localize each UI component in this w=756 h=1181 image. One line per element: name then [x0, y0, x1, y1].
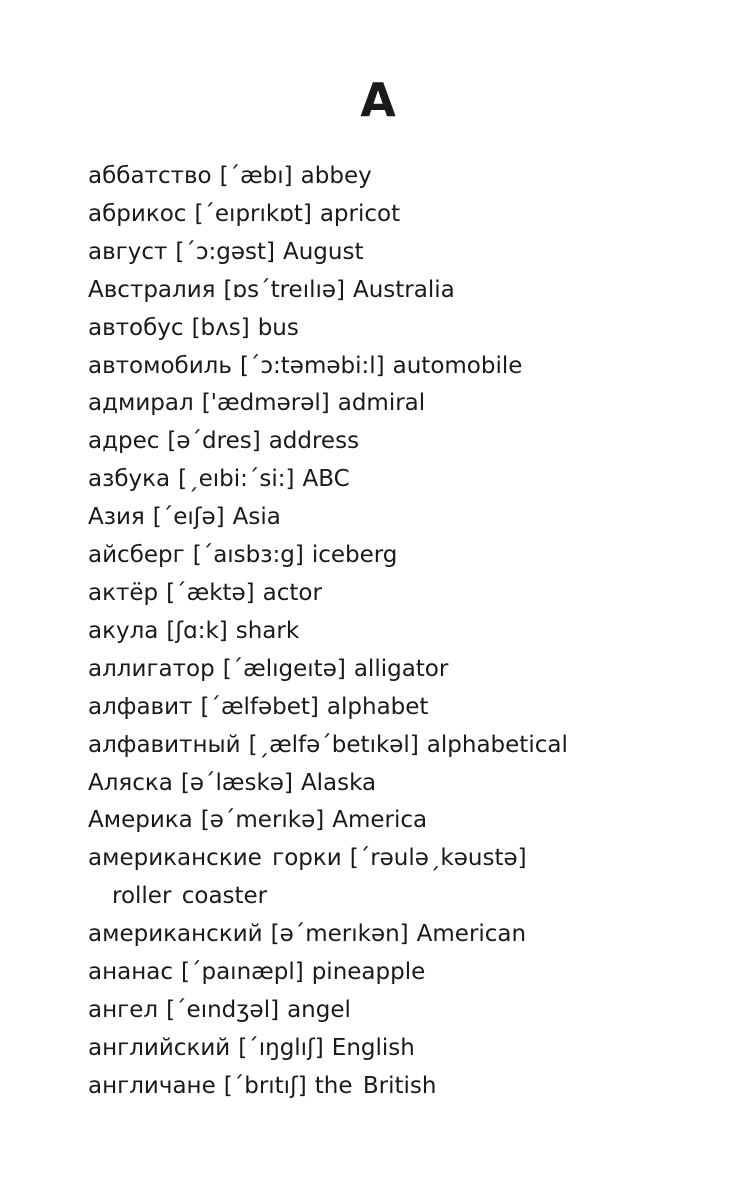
entry-transcription: [΄ælfəbet]	[200, 693, 319, 720]
entry-translation: pineapple	[311, 959, 426, 986]
entry-translation: Australia	[352, 276, 455, 303]
entry-word: Азия	[88, 504, 145, 531]
entry-transcription: [΄eındʒəl]	[166, 996, 280, 1023]
entry-transcription: [΄eıʃə]	[152, 504, 225, 531]
entry-translation: abbey	[300, 163, 372, 189]
entry-transcription: [΄eıprıkɒt]	[194, 200, 312, 227]
entry-word: американский	[88, 921, 263, 948]
entry-word: автомобиль	[88, 352, 232, 379]
entry-word: алфавит	[88, 693, 193, 720]
dictionary-entry	[88, 499, 728, 537]
entry-translation: American	[416, 921, 527, 948]
entry-word: англичане	[88, 1072, 216, 1099]
entry-translation: shark	[235, 617, 300, 644]
entry-transcription: [΄paınæpl]	[181, 959, 304, 986]
dictionary-entry	[88, 310, 728, 348]
entry-translation: actor	[262, 579, 322, 606]
letter-heading: A	[360, 73, 396, 127]
dictionary-entry	[88, 234, 728, 272]
entry-transcription: [΄æbı]	[219, 163, 293, 189]
entry-transcription: [΄rəuləˏkəustə]	[349, 845, 527, 872]
entry-transcription: [ɒs΄treılıə]	[223, 276, 345, 303]
entry-word: Австралия	[88, 276, 216, 303]
entry-transcription: [ˏælfə΄betıkəl]	[248, 731, 419, 758]
dictionary-entry	[88, 461, 728, 499]
entry-transcription: [ˏeıbi:΄si:]	[178, 466, 295, 493]
entry-translation: admiral	[337, 390, 426, 417]
dictionary-entry	[88, 272, 728, 310]
entry-translation: automobile	[392, 352, 523, 379]
entry-translation: bus	[257, 314, 299, 341]
entry-translation: angel	[287, 996, 351, 1023]
dictionary-entry	[88, 651, 728, 689]
entry-translation: America	[332, 807, 428, 834]
entry-word: айсберг	[88, 542, 185, 569]
dictionary-entry	[88, 423, 728, 461]
entry-word: Америка	[88, 807, 193, 834]
dictionary-entry	[88, 992, 728, 1030]
entry-translation: address	[268, 428, 360, 455]
entry-transcription: [΄ɔ:gəst]	[175, 238, 275, 265]
entry-word: алфавитный	[88, 731, 241, 758]
dictionary-entry	[88, 1030, 728, 1068]
dictionary-entry	[88, 916, 728, 954]
entry-translation: alligator	[353, 655, 449, 682]
entry-translation: roller coaster	[112, 883, 268, 910]
entry-transcription: [ə΄dres]	[167, 428, 261, 455]
entry-transcription: [΄ıŋglıʃ]	[238, 1034, 324, 1061]
entry-transcription: [ə΄læskə]	[180, 769, 293, 796]
entry-translation: Asia	[232, 504, 281, 531]
entry-transcription: [΄æktə]	[166, 579, 255, 606]
entry-transcription: [ə΄merıkən]	[270, 921, 409, 948]
entry-transcription: [ʃɑ:k]	[166, 617, 228, 644]
dictionary-entry	[88, 613, 728, 651]
entry-translation: alphabet	[326, 693, 429, 720]
dictionary-entry	[88, 385, 728, 423]
entry-transcription: [ə΄merıkə]	[200, 807, 325, 834]
entry-word: аббатство	[88, 163, 212, 189]
entry-word: акула	[88, 617, 159, 644]
entry-word: азбука	[88, 466, 171, 493]
entry-translation: English	[331, 1034, 415, 1061]
dictionary-entry	[88, 727, 728, 765]
entry-word: адмирал	[88, 390, 194, 417]
dictionary-entry	[88, 196, 728, 234]
entry-translation: ABC	[302, 466, 350, 493]
entry-transcription: ['ædmərəl]	[201, 390, 330, 417]
entry-word: английский	[88, 1034, 231, 1061]
entry-translation: iceberg	[311, 542, 398, 569]
entry-translation: Alaska	[300, 769, 377, 796]
dictionary-entry	[88, 575, 728, 613]
entry-translation: the British	[314, 1072, 437, 1099]
entry-word: ангел	[88, 996, 159, 1023]
entry-transcription: [΄ælıgeıtə]	[222, 655, 346, 682]
entry-transcription: [΄brıtıʃ]	[223, 1072, 307, 1099]
dictionary-entry	[88, 689, 728, 727]
entry-word: Аляска	[88, 769, 173, 796]
entry-word: абрикос	[88, 200, 187, 227]
dictionary-entry	[88, 765, 728, 803]
entry-transcription: [bʌs]	[191, 314, 250, 341]
dictionary-entry	[88, 158, 728, 196]
entry-word: американские горки	[88, 845, 342, 872]
entry-translation: apricot	[319, 200, 401, 227]
entry-transcription: [΄aısbɜ:g]	[192, 542, 304, 569]
entry-word: адрес	[88, 428, 160, 455]
entry-transcription: [΄ɔ:təməbi:l]	[239, 352, 385, 379]
entry-word: август	[88, 238, 168, 265]
dictionary-entry	[88, 348, 728, 386]
entry-word: автобус	[88, 314, 184, 341]
entry-word: ананас	[88, 959, 174, 986]
entry-word: актёр	[88, 579, 159, 606]
entry-word: аллигатор	[88, 655, 215, 682]
dictionary-entry	[88, 802, 728, 840]
dictionary-entry	[88, 537, 728, 575]
dictionary-entry	[88, 1068, 728, 1106]
dictionary-entry	[88, 840, 728, 916]
dictionary-entry	[88, 954, 728, 992]
entry-translation: alphabetical	[426, 731, 568, 758]
entry-translation: August	[282, 238, 364, 265]
entry-list	[88, 158, 728, 1106]
